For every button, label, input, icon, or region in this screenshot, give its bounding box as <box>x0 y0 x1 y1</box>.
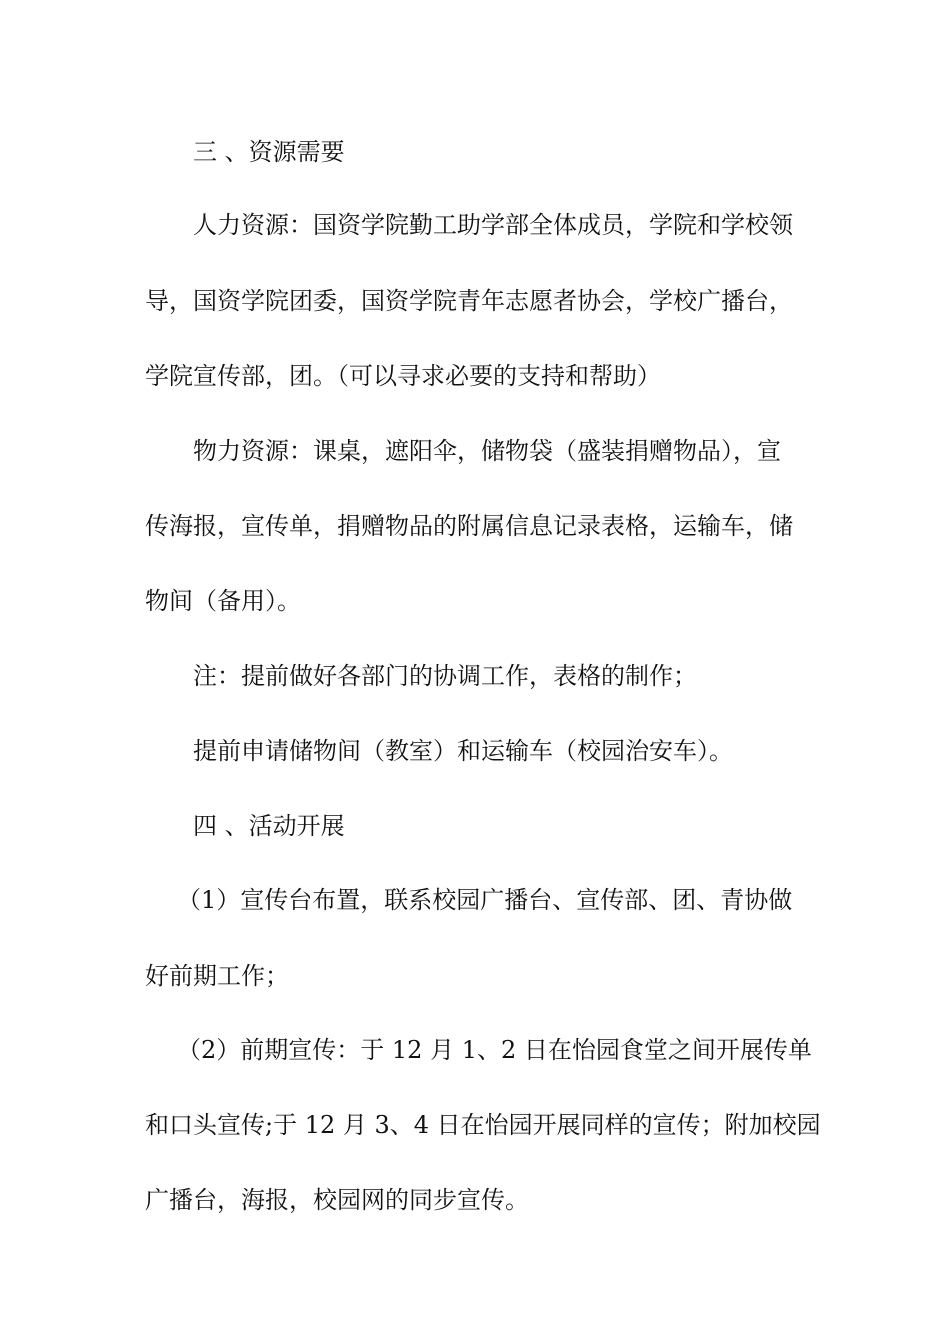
paragraph-line: 物间（备用）。 <box>145 587 301 615</box>
paragraph-line: 学院宣传部，团。（可以寻求必要的支持和帮助） <box>145 362 661 390</box>
paragraph-line: （1）宣传台布置，联系校园广播台、宣传部、团、青协做 <box>177 886 793 914</box>
paragraph-line: 广播台，海报，校园网的同步宣传。 <box>145 1186 529 1214</box>
section-heading-resources: 三 、资源需要 <box>193 138 345 166</box>
paragraph-line: 提前申请储物间（教室）和运输车（校园治安车）。 <box>193 737 733 765</box>
paragraph-line: 人力资源：国资学院勤工助学部全体成员，学院和学校领 <box>193 211 793 239</box>
paragraph-line: 物力资源：课桌，遮阳伞，储物袋（盛装捐赠物品），宣 <box>193 437 781 465</box>
section-heading-activities: 四 、活动开展 <box>193 812 345 840</box>
paragraph-line: 注：提前做好各部门的协调工作，表格的制作； <box>193 662 697 690</box>
paragraph-line: 和口头宣传;于 12 月 3、4 日在怡园开展同样的宣传；附加校园 <box>145 1111 821 1139</box>
paragraph-line: 导，国资学院团委，国资学院青年志愿者协会，学校广播台， <box>145 287 793 315</box>
paragraph-line: 传海报，宣传单，捐赠物品的附属信息记录表格，运输车，储 <box>145 512 793 540</box>
paragraph-line: 好前期工作； <box>145 962 289 990</box>
paragraph-line: （2）前期宣传：于 12 月 1、2 日在怡园食堂之间开展传单 <box>177 1036 812 1064</box>
